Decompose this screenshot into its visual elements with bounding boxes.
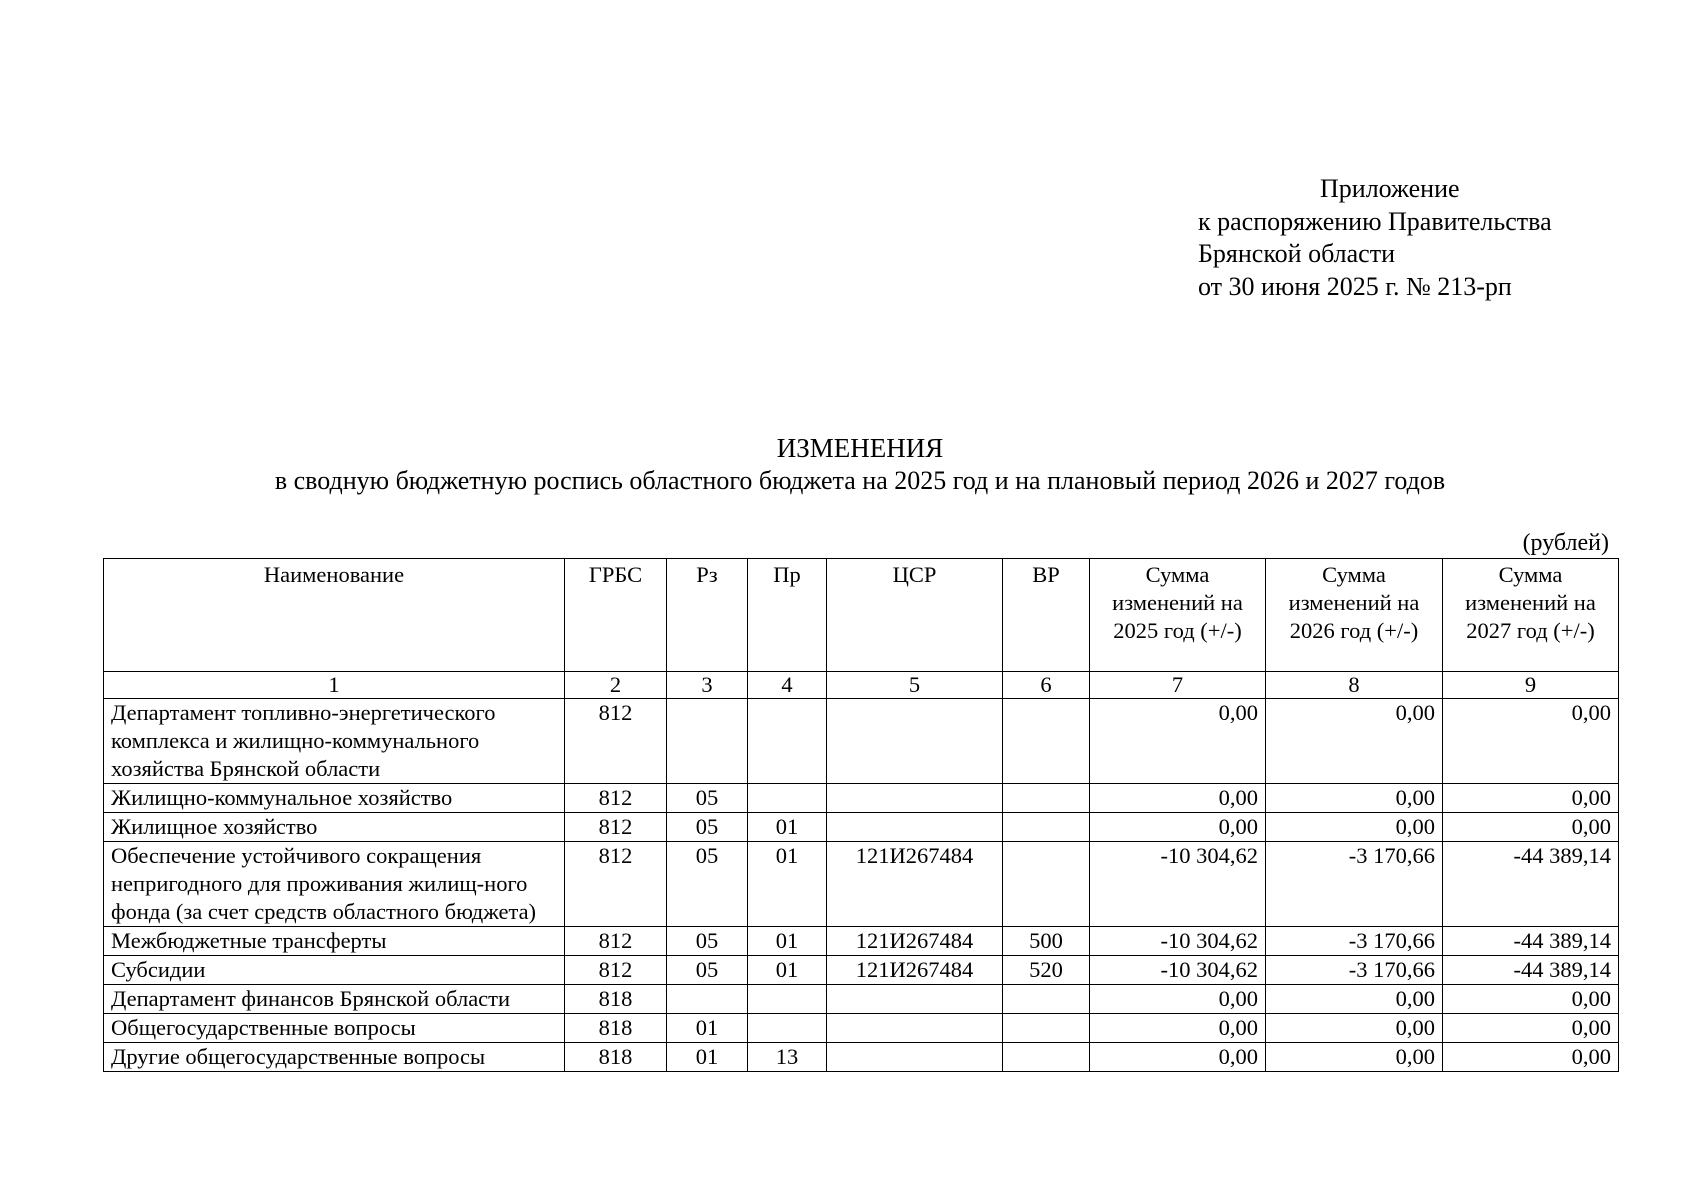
cell-name: Жилищное хозяйство	[104, 813, 565, 842]
cell-sum-2025: 0,00	[1090, 1014, 1266, 1043]
cell-sum-2026: 0,00	[1266, 813, 1443, 842]
cell-rz: 05	[667, 813, 748, 842]
cell-csr	[827, 1043, 1003, 1072]
cell-grbs: 818	[565, 1014, 667, 1043]
cell-sum-2026: 0,00	[1266, 1043, 1443, 1072]
cell-grbs: 812	[565, 784, 667, 813]
header-csr: ЦСР	[827, 559, 1003, 672]
column-number: 1	[104, 672, 565, 699]
cell-vr	[1003, 1014, 1090, 1043]
table-row	[104, 985, 1619, 1014]
cell-csr: 121И267484	[827, 842, 1003, 927]
cell-csr	[827, 699, 1003, 784]
column-number-row	[104, 672, 1619, 699]
cell-grbs: 812	[565, 842, 667, 927]
cell-vr	[1003, 699, 1090, 784]
cell-grbs: 812	[565, 927, 667, 956]
column-number: 2	[565, 672, 667, 699]
cell-sum-2026: 0,00	[1266, 784, 1443, 813]
cell-rz: 01	[667, 1043, 748, 1072]
cell-csr	[827, 985, 1003, 1014]
cell-csr	[827, 1014, 1003, 1043]
table-row	[104, 699, 1619, 784]
cell-sum-2025: 0,00	[1090, 784, 1266, 813]
column-number: 6	[1003, 672, 1090, 699]
column-number: 8	[1266, 672, 1443, 699]
document-title: ИЗМЕНЕНИЯ	[776, 433, 944, 463]
cell-pr	[748, 985, 827, 1014]
header-name: Наименование	[104, 559, 565, 672]
cell-sum-2027: 0,00	[1443, 985, 1619, 1014]
cell-sum-2027: 0,00	[1443, 813, 1619, 842]
header-pr: Пр	[748, 559, 827, 672]
cell-sum-2026: -3 170,66	[1266, 842, 1443, 927]
cell-grbs: 812	[565, 813, 667, 842]
cell-csr	[827, 813, 1003, 842]
cell-sum-2027: 0,00	[1443, 1014, 1619, 1043]
cell-sum-2026: 0,00	[1266, 1014, 1443, 1043]
column-number: 4	[748, 672, 827, 699]
cell-name: Департамент топливно-энергетического комплекса и жилищно-коммунального хозяйства Брянской области	[104, 699, 565, 784]
table-row	[104, 927, 1619, 956]
cell-name: Межбюджетные трансферты	[104, 927, 565, 956]
cell-csr	[827, 784, 1003, 813]
cell-vr: 500	[1003, 927, 1090, 956]
header-vr: ВР	[1003, 559, 1090, 672]
cell-sum-2025: 0,00	[1090, 985, 1266, 1014]
header-rz: Рз	[667, 559, 748, 672]
cell-rz	[667, 985, 748, 1014]
table-row	[104, 1043, 1619, 1072]
cell-vr	[1003, 813, 1090, 842]
appendix-line: Приложение	[1320, 174, 1460, 203]
cell-name: Другие общегосударственные вопросы	[104, 1043, 565, 1072]
cell-rz	[667, 699, 748, 784]
cell-sum-2025: 0,00	[1090, 813, 1266, 842]
cell-name: Жилищно-коммунальное хозяйство	[104, 784, 565, 813]
cell-grbs: 812	[565, 956, 667, 985]
cell-pr: 01	[748, 813, 827, 842]
column-number: 7	[1090, 672, 1266, 699]
table-row	[104, 956, 1619, 985]
appendix-line: от 30 июня 2025 г. № 213-рп	[1198, 271, 1512, 301]
cell-sum-2026: -3 170,66	[1266, 956, 1443, 985]
header-sum-2025: Сумма изменений на 2025 год (+/-)	[1090, 559, 1266, 672]
cell-name: Департамент финансов Брянской области	[104, 985, 565, 1014]
appendix-line: к распоряжению Правительства	[1198, 206, 1552, 236]
cell-pr: 01	[748, 956, 827, 985]
cell-pr	[748, 1014, 827, 1043]
cell-sum-2025: 0,00	[1090, 1043, 1266, 1072]
cell-rz: 05	[667, 842, 748, 927]
cell-sum-2027: -44 389,14	[1443, 956, 1619, 985]
cell-pr	[748, 784, 827, 813]
cell-vr	[1003, 985, 1090, 1014]
cell-name: Обеспечение устойчивого сокращения непригодного для проживания жилищ-ного фонда (за счет средств областного бюджета)	[104, 842, 565, 927]
cell-sum-2027: 0,00	[1443, 699, 1619, 784]
table-row	[104, 842, 1619, 927]
cell-grbs: 812	[565, 699, 667, 784]
cell-vr: 520	[1003, 956, 1090, 985]
cell-sum-2026: 0,00	[1266, 699, 1443, 784]
header-sum-2026: Сумма изменений на 2026 год (+/-)	[1266, 559, 1443, 672]
table-row	[104, 813, 1619, 842]
cell-vr	[1003, 784, 1090, 813]
cell-name: Субсидии	[104, 956, 565, 985]
cell-rz: 01	[667, 1014, 748, 1043]
cell-vr	[1003, 842, 1090, 927]
column-number: 9	[1443, 672, 1619, 699]
cell-name: Общегосударственные вопросы	[104, 1014, 565, 1043]
cell-pr: 01	[748, 927, 827, 956]
column-number: 3	[667, 672, 748, 699]
table-header-row	[104, 559, 1619, 672]
units-label: (рублей)	[1522, 530, 1609, 556]
header-sum-2027: Сумма изменений на 2027 год (+/-)	[1443, 559, 1619, 672]
appendix-block	[1198, 173, 1552, 303]
cell-grbs: 818	[565, 985, 667, 1014]
cell-rz: 05	[667, 927, 748, 956]
cell-pr: 01	[748, 842, 827, 927]
cell-sum-2025: -10 304,62	[1090, 956, 1266, 985]
cell-sum-2027: 0,00	[1443, 784, 1619, 813]
table-body	[104, 699, 1619, 1072]
header-grbs: ГРБС	[565, 559, 667, 672]
cell-sum-2026: -3 170,66	[1266, 927, 1443, 956]
cell-sum-2027: -44 389,14	[1443, 842, 1619, 927]
cell-pr: 13	[748, 1043, 827, 1072]
table-row	[104, 1014, 1619, 1043]
cell-pr	[748, 699, 827, 784]
cell-csr: 121И267484	[827, 956, 1003, 985]
cell-csr: 121И267484	[827, 927, 1003, 956]
appendix-line: Брянской области	[1198, 239, 1395, 268]
cell-sum-2025: -10 304,62	[1090, 842, 1266, 927]
budget-changes-table	[103, 558, 1619, 1072]
document-subtitle: в сводную бюджетную роспись областного бюджета на 2025 год и на плановый период 2026 и 2027 годов	[274, 466, 1446, 495]
cell-sum-2027: -44 389,14	[1443, 927, 1619, 956]
cell-sum-2025: -10 304,62	[1090, 927, 1266, 956]
cell-rz: 05	[667, 956, 748, 985]
cell-sum-2027: 0,00	[1443, 1043, 1619, 1072]
cell-sum-2025: 0,00	[1090, 699, 1266, 784]
cell-grbs: 818	[565, 1043, 667, 1072]
cell-sum-2026: 0,00	[1266, 985, 1443, 1014]
cell-vr	[1003, 1043, 1090, 1072]
table-row	[104, 784, 1619, 813]
cell-rz: 05	[667, 784, 748, 813]
column-number: 5	[827, 672, 1003, 699]
